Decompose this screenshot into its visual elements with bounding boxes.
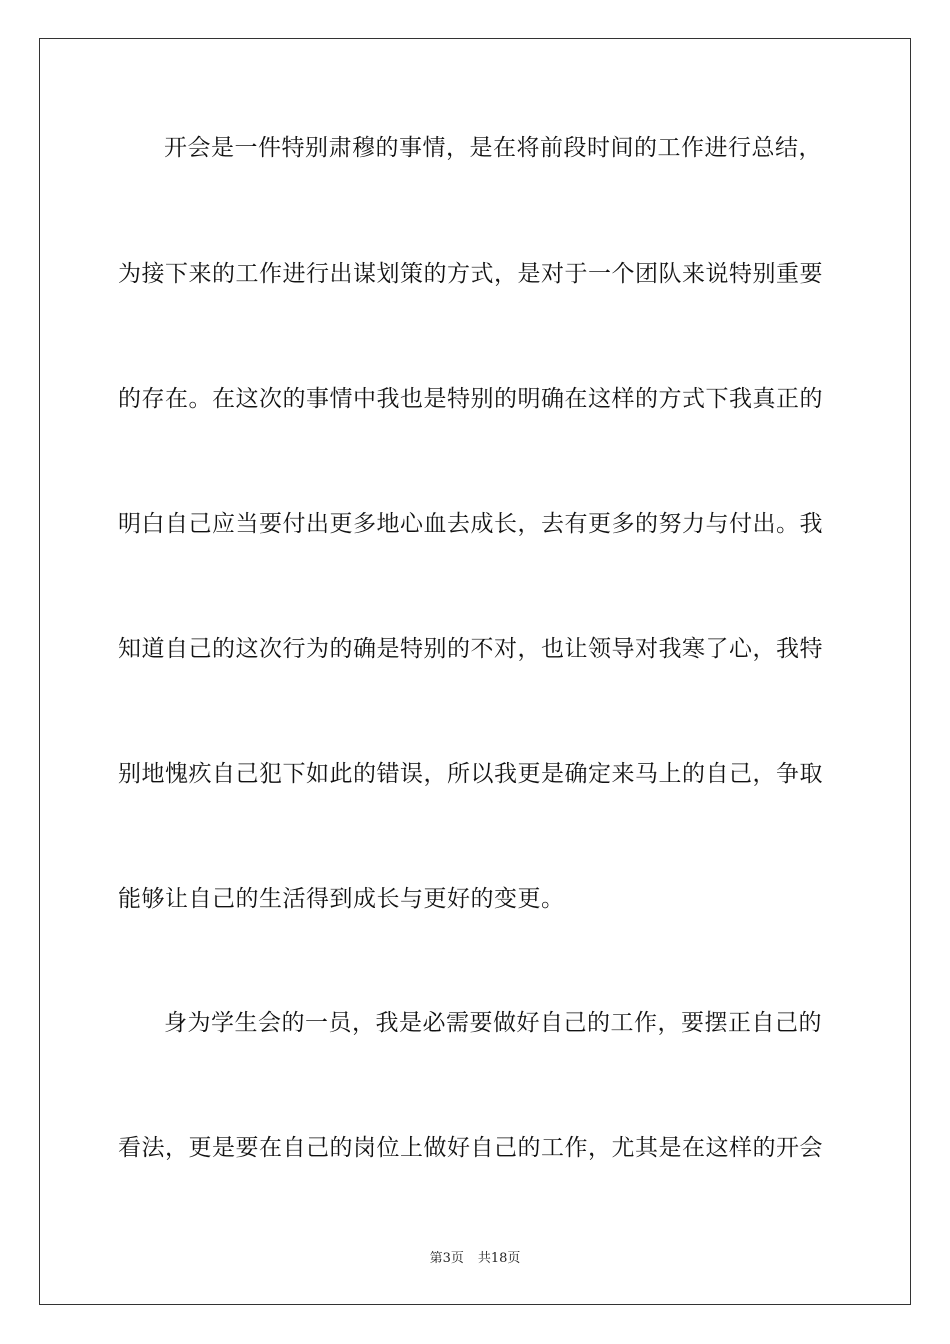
paragraph-1-line-7: 能够让自己的生活得到成长与更好的变更。 bbox=[118, 886, 565, 912]
page-number-current: 第3页 bbox=[429, 1251, 464, 1266]
paragraph-1-line-2: 为接下来的工作进行出谋划策的方式，是对于一个团队来说特别重要 bbox=[118, 261, 823, 287]
page-footer bbox=[0, 1247, 950, 1266]
paragraph-1-line-5: 知道自己的这次行为的确是特别的不对，也让领导对我寒了心，我特 bbox=[118, 636, 823, 662]
page-border bbox=[39, 38, 911, 1305]
paragraph-1-line-1: 开会是一件特别肃穆的事情，是在将前段时间的工作进行总结， bbox=[164, 135, 822, 161]
paragraph-1-line-3: 的存在。在这次的事情中我也是特别的明确在这样的方式下我真正的 bbox=[118, 386, 823, 412]
paragraph-2-line-2: 看法，更是要在自己的岗位上做好自己的工作，尤其是在这样的开会 bbox=[118, 1135, 823, 1161]
paragraph-1-line-6: 别地愧疚自己犯下如此的错误，所以我更是确定来马上的自己，争取 bbox=[118, 761, 823, 787]
page-number-total: 共18页 bbox=[477, 1251, 521, 1266]
paragraph-1-line-4: 明白自己应当要付出更多地心血去成长，去有更多的努力与付出。我 bbox=[118, 511, 823, 537]
paragraph-2-line-1: 身为学生会的一员，我是必需要做好自己的工作，要摆正自己的 bbox=[164, 1010, 822, 1036]
